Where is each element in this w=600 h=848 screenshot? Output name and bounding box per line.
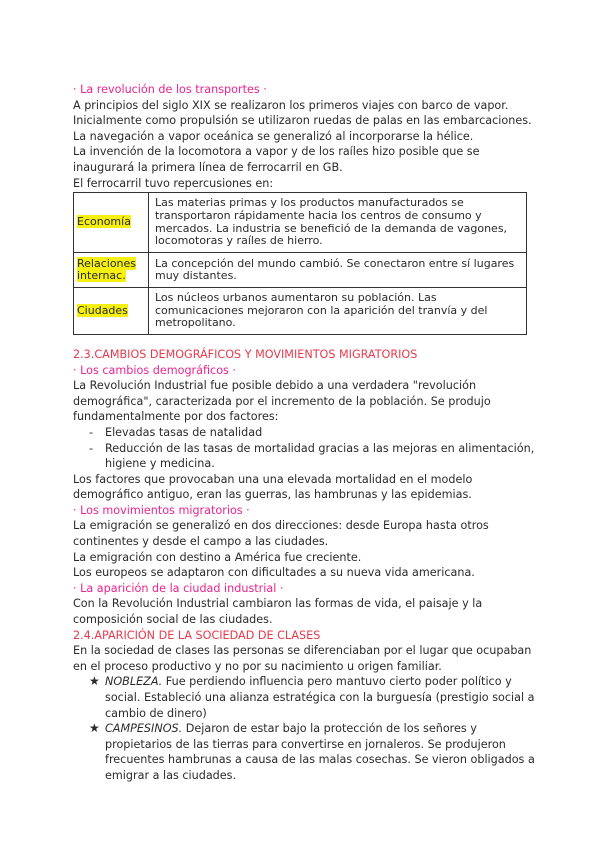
class-description: Fue perdiendo influencia pero mantuvo cierto poder político y social. Estableció una alianza estratégica con la burguesía (prestigio social a cambio de dinero) bbox=[105, 675, 535, 720]
demographic-paragraph-2: Los factores que provocaban una una elevada mortalidad en el modelo demográfico antiguo, eran las guerras, las hambrunas y las epidemias. bbox=[73, 472, 473, 502]
table-key-cell bbox=[74, 288, 149, 335]
city-paragraph: Con la Revolución Industrial cambiaron las formas de vida, el paisaje y la composición social de las ciudades. bbox=[73, 597, 483, 627]
table-value: Los núcleos urbanos aumentaron su población. Las comunicaciones mejoraron con la aparición del tranvía y del metropolitano. bbox=[149, 288, 527, 335]
repercussions-table bbox=[73, 192, 527, 335]
table-key: Economía bbox=[77, 215, 131, 229]
table-row bbox=[74, 288, 527, 335]
table-key: Ciudades bbox=[77, 303, 128, 317]
list-item: - Elevadas tasas de natalidad bbox=[89, 425, 535, 441]
table-row bbox=[74, 193, 527, 253]
table-value: La concepción del mundo cambió. Se conectaron entre sí lugares muy distantes. bbox=[149, 253, 527, 288]
star-bullet-icon: ★ bbox=[89, 674, 100, 689]
list-item: - Reducción de las tasas de mortalidad gracias a las mejoras en alimentación, higiene y medicina. bbox=[89, 441, 535, 472]
class-term: NOBLEZA. bbox=[105, 675, 163, 689]
class-term: CAMPESINOS. bbox=[105, 722, 183, 736]
list-item bbox=[89, 721, 535, 783]
table-key-cell bbox=[74, 253, 149, 288]
demographic-heading: · Los cambios demográficos · bbox=[73, 363, 236, 377]
class-description: Dejaron de estar bajo la protección de los señores y propietarios de las tierras para convertirse en jornaleros. Se produjeron frecuentes hambrunas a causa de las malas cosechas. Se vieron obligados a emigrar a las ciudades. bbox=[105, 722, 535, 782]
table-value: Las materias primas y los productos manufacturados se transportaron rápidamente hacia los centros de consumo y mercados. La industria se benefició de la demanda de vagones, locomotoras y raíles de hierro. bbox=[149, 193, 527, 253]
section-title-demographic: 2.3.CAMBIOS DEMOGRÁFICOS Y MOVIMIENTOS MIGRATORIOS bbox=[73, 347, 418, 361]
table-row bbox=[74, 253, 527, 288]
migration-paragraph-1: La emigración se generalizó en dos direcciones: desde Europa hasta otros continentes y desde el campo a las ciudades. bbox=[73, 519, 489, 549]
list-item bbox=[89, 674, 535, 721]
migration-heading: · Los movimientos migratorios · bbox=[73, 503, 250, 517]
migration-paragraph-2: La emigración con destino a América fue creciente. bbox=[73, 550, 362, 564]
factors-list bbox=[73, 425, 535, 472]
table-key-cell bbox=[74, 193, 149, 253]
transport-paragraph-2: La invención de la locomotora a vapor y de los raíles hizo posible que se inaugurará la primera línea de ferrocarril en GB. bbox=[73, 145, 480, 174]
demographic-paragraph-1: La Revolución Industrial fue posible debido a una verdadera "revolución demográfica", caracterizada por el incremento de la población. Se produjo fundamentalmente por dos factores: bbox=[73, 379, 491, 424]
transport-paragraph-3: El ferrocarril tuvo repercusiones en: bbox=[73, 176, 274, 190]
transport-heading: · La revolución de los transportes · bbox=[73, 83, 267, 96]
migration-paragraph-3: Los europeos se adaptaron con dificultades a su nueva vida americana. bbox=[73, 566, 475, 580]
document-content bbox=[73, 82, 535, 784]
classes-paragraph: En la sociedad de clases las personas se diferenciaban por el lugar que ocupaban en el proceso productivo y no por su nacimiento u origen familiar. bbox=[73, 644, 532, 673]
section-title-classes: 2.4.APARICIÓN DE LA SOCIEDAD DE CLASES bbox=[73, 628, 321, 642]
transport-paragraph-1: A principios del siglo XIX se realizaron los primeros viajes con barco de vapor. Inicialmente como propulsión se utilizaron ruedas de palas en las embarcaciones. La navegación a vapor oceánica se generalizó al incorporarse la hélice. bbox=[73, 98, 532, 143]
classes-list bbox=[73, 674, 535, 783]
table-key: Relaciones internac. bbox=[77, 256, 137, 283]
star-bullet-icon: ★ bbox=[89, 721, 100, 736]
city-heading: · La aparición de la ciudad industrial · bbox=[73, 581, 284, 595]
